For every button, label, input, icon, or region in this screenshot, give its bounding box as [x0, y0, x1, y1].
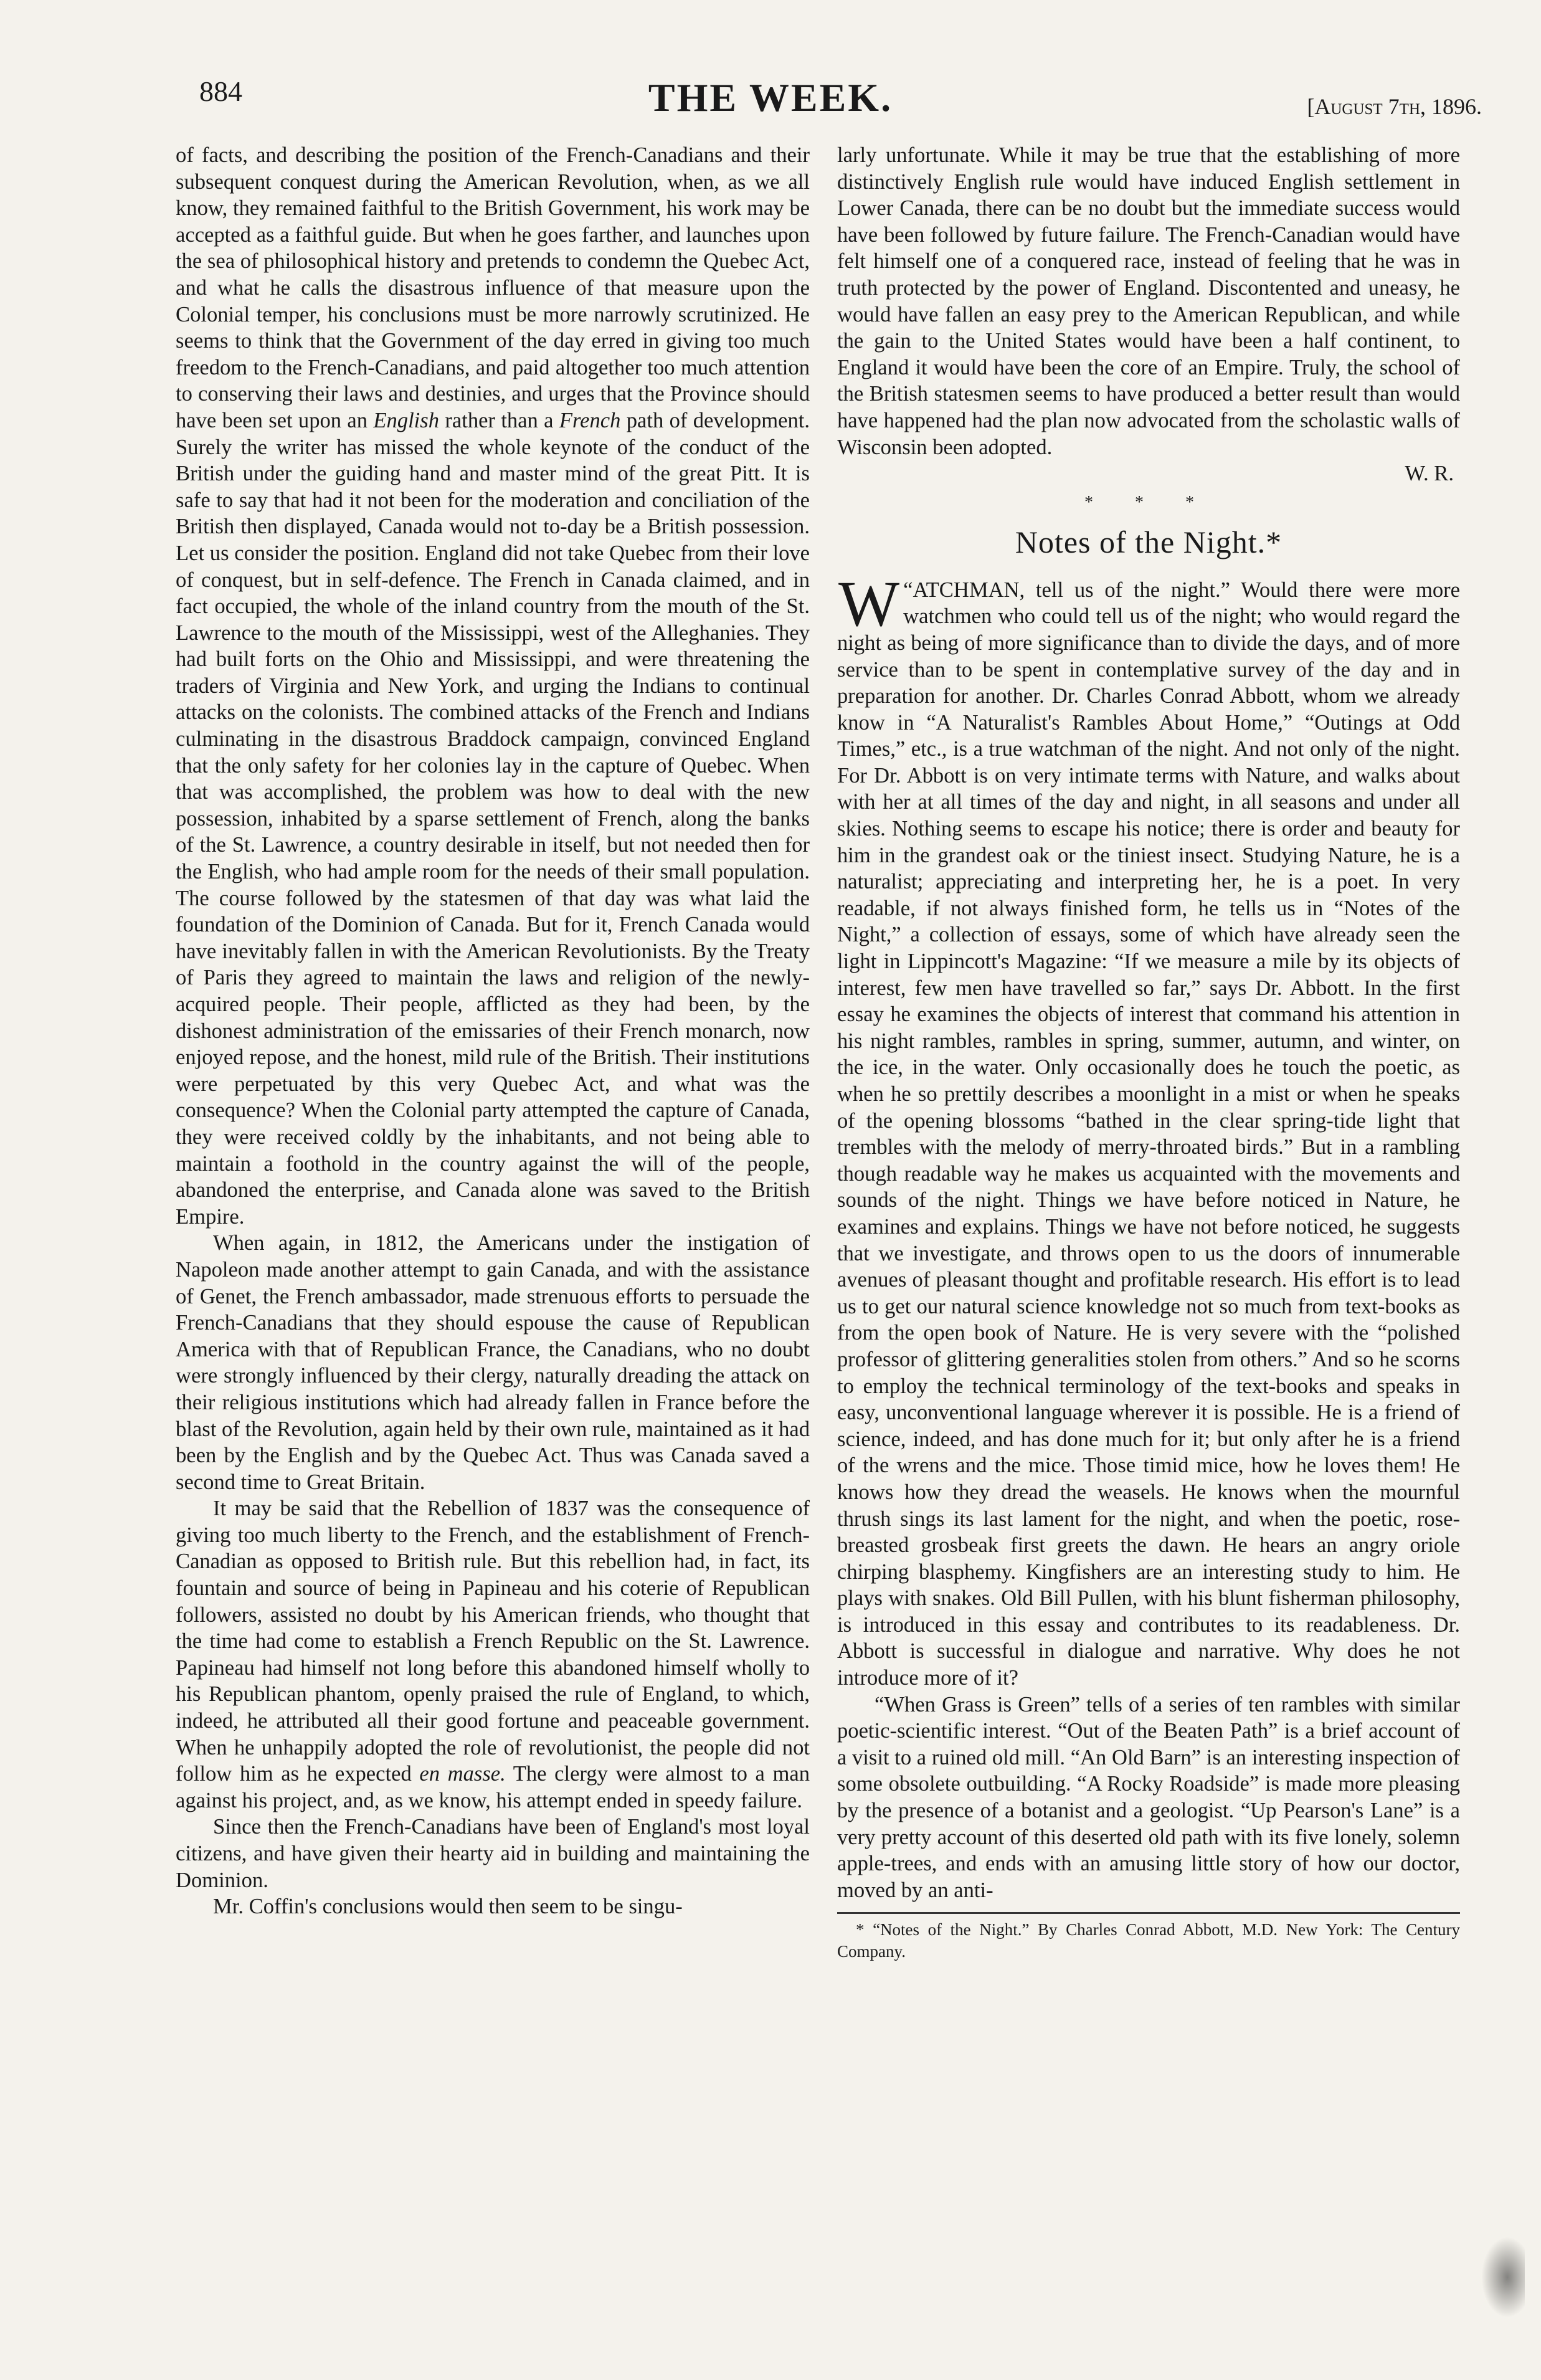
ink-smudge — [1481, 2237, 1525, 2318]
paragraph: “When Grass is Green” tells of a series of ten rambles with similar poetic-scientific interest. “Out of the Beaten Path” is a brief account of a visit to a ruined old mill. “An Old Barn” is an interesting inspection of some obsolete outbuilding. “A Rocky Roadside” is made more pleasing by the presence of a botanist and a geologist. “Up Pearson's Lane” is a very pretty account of this deserted old path with its five lonely, solemn apple-trees, and ends with an amusing little story of how our doctor, moved by an anti- — [837, 1692, 1460, 1902]
issue-date: [August 7th, 1896. — [1307, 94, 1482, 119]
paragraph: larly unfortunate. While it may be true that the establishing of more distinctively English rule would have induced English settlement in Lower Canada, there can be no doubt but the immediate success would have been followed by future failure. The French-Canadian would have felt himself one of a conquered race, instead of feeling that he was in truth protected by the power of England. Discontented and uneasy, he would have fallen an easy prey to the American Republican, and while the gain to the United States would have been a half continent, to England it would have been the core of an Empire. Truly, the school of the British statesmen seems to have produced a better result than would have happened had the plan now advocated from the scholastic walls of Wisconsin been adopted. — [837, 143, 1460, 459]
paragraph: When again, in 1812, the Americans under the instigation of Napoleon made another attempt to gain Canada, and with the assistance of Genet, the French ambassador, made strenuous efforts to persuade the French-Canadians that they should espouse the cause of Republican America with that of Republican France, the Canadians, who no doubt were strongly influenced by their clergy, naturally dreading the attack on their religious institutions which had already fallen in France before the blast of the Revolution, again held by their own rule, maintained as it had been by the English and by the Quebec Act. Thus was Canada saved a second time to Great Britain. — [176, 1231, 810, 1494]
section-title: Notes of the Night.* — [1015, 524, 1283, 559]
opening-quote: “ — [903, 578, 913, 602]
section-divider: * * * — [1084, 492, 1213, 512]
journal-title: THE WEEK. — [648, 75, 893, 120]
paragraph: Since then the French-Canadians have been of England's most loyal citizens, and have given their hearty aid in building and maintaining the Dominion. — [176, 1815, 810, 1892]
right-column — [837, 142, 1460, 1963]
page-number: 884 — [199, 75, 242, 107]
footnote-rule — [837, 1912, 1460, 1914]
paragraph: of facts, and describing the position of the French-Canadians and their subsequent conquest during the American Revolution, when, as we all know, they remained faithful to the British Government, his work may be accepted as a faithful guide. But when he goes farther, and launches upon the sea of philosophical history and pretends to condemn the Quebec Act, and what he calls the disastrous influence of that measure upon the Colonial temper, his conclusions must be more narrowly scrutinized. He seems to think that the Government of the day erred in giving too much freedom to the French-Canadians, and paid altogether too much attention to conserving their laws and destinies, and urges that the Province should have been set upon an English rather than a French path of development. Surely the writer has missed the whole keynote of the conduct of the British under the guiding hand and master mind of the great Pitt. It is safe to say that had it not been for the moderation and conciliation of the British then displayed, Canada would not to-day be a British possession. Let us consider the position. England did not take Quebec from their love of conquest, but in self-defence. The French in Canada claimed, and in fact occupied, the whole of the inland country from the mouth of the St. Lawrence to the mouth of the Mississippi, west of the Alleghanies. They had built forts on the Ohio and Mississippi, and were threatening the traders of Virginia and New York, and urging the Indians to continual attacks on the colonists. The combined attacks of the French and Indians culminating in the disastrous Braddock campaign, convinced England that the only safety for her colonies lay in the capture of Quebec. When that was accomplished, the problem was how to deal with the new possession, inhabited by a sparse settlement of French, along the banks of the St. Lawrence, a country desirable in itself, but not needed then for the English, who had ample room for the needs of their small population. The course followed by the statesmen of that day was what laid the foundation of the Dominion of Canada. But for it, French Canada would have inevitably fallen in with the American Revolutionists. By the Treaty of Paris they agreed to maintain the laws and religion of the newly-acquired people. Their people, afflicted as they had been, by the dishonest administration of the emissaries of their French monarch, now enjoyed repose, and the honest, mild rule of the British. Their institutions were perpetuated by this very Quebec Act, and what was the consequence? When the Colonial party attempted the capture of Canada, they were received coldly by the inhabitants, and not being able to maintain a foothold in the country against the will of the people, abandoned the enterprise, and Canada alone was saved to the British Empire. — [176, 143, 810, 1229]
paragraph: It may be said that the Rebellion of 1837 was the consequence of giving too much liberty to the French, and the establishment of French-Canadian as opposed to British rule. But this rebellion had, in fact, its fountain and source of being in Papineau and his coterie of Republican followers, assisted no doubt by his American friends, who thought that the time had come to establish a French Republic on the St. Lawrence. Papineau had himself not long before this abandoned himself wholly to his Republican phantom, openly praised the rule of England, to which, indeed, he attributed all their good fortune and peaceable government. When he unhappily adopted the role of revolutionist, the people did not follow him as he expected en masse. The clergy were almost to a man against his project, and, as we know, his attempt ended in speedy failure. — [176, 1497, 810, 1812]
page-header — [0, 69, 1541, 137]
left-column — [176, 142, 810, 1920]
paragraph: Mr. Coffin's conclusions would then seem to be singu- — [213, 1895, 683, 1919]
review-opening-paragraph: “ W ATCHMAN, tell us of the night.” Would there were more watchmen who could tell us of the night; who would regard the night as being of more significance than to divide the days, and of more service than to be spent in contemplative survey of the day and in preparation for another. Dr. Charles Conrad Abbott, whom we already know in “A Naturalist's Rambles About Home,” “Outings at Odd Times,” etc., is a true watchman of the night. And not only of the night. For Dr. Abbott is on very intimate terms with Nature, and walks about with her at all times of the day and night, in all seasons and under all skies. Nothing seems to escape his notice; there is order and beauty for him in the grandest oak or the tiniest insect. Studying Nature, he is a naturalist; appreciating and interpreting her, he is a poet. In very readable, if not always finished form, he tells us in “Notes of the Night,” a collection of essays, some of which have already seen the light in Lippincott's Magazine: “If we measure a mile by its objects of interest, few men have travelled so far,” says Dr. Abbott. In the first essay he examines the objects of interest that command his attention in his night rambles, rambles in spring, summer, autumn, and winter, on the ice, in the water. Only occasionally does he touch the poetic, as when he so prettily describes a moonlight in a mist or when he speaks of the opening blossoms “bathed in the clear spring-tide light that trembles with the melody of merry-throated birds.” But in a rambling though readable way he makes us acquainted with the movements and sounds of the night. Things we have before noticed in Nature, he examines and explains. Things we have not before noticed, he suggests that we investigate, and throws open to us the doors of innumerable avenues of pleasant thought and profitable research. His effort is to lead us to get our natural science knowledge not so much from text-books as from the open book of Nature. He is very severe with the “polished professor of glittering generalities stolen from others.” And so he scorns to employ the technical terminology of the text-books and speaks in easy, unconventional language wherever it is possible. He is a friend of science, indeed, and has done much for it; but only after he is a friend of the wrens and the mice. Those timid mice, how he loves them! He knows how they dread the weasels. He knows when the mournful thrush sings its last lament for the night, and when the poetic, rose-breasted grosbeak first greets the dawn. He hears an angry oriole chirping blasphemy. Kingfishers are an interesting study to him. He plays with snakes. Old Bill Pullen, with his blunt fisherman philosophy, is introduced in this essay and contributes to its readableness. Dr. Abbott is successful in dialogue and narrative. Why does he not introduce more of it? — [837, 568, 1460, 1690]
footnote: * “Notes of the Night.” By Charles Conrad Abbott, M.D. New York: The Century Company. — [837, 1920, 1461, 1961]
drop-cap: W — [838, 568, 900, 640]
author-signature: W. R. — [1405, 462, 1454, 486]
